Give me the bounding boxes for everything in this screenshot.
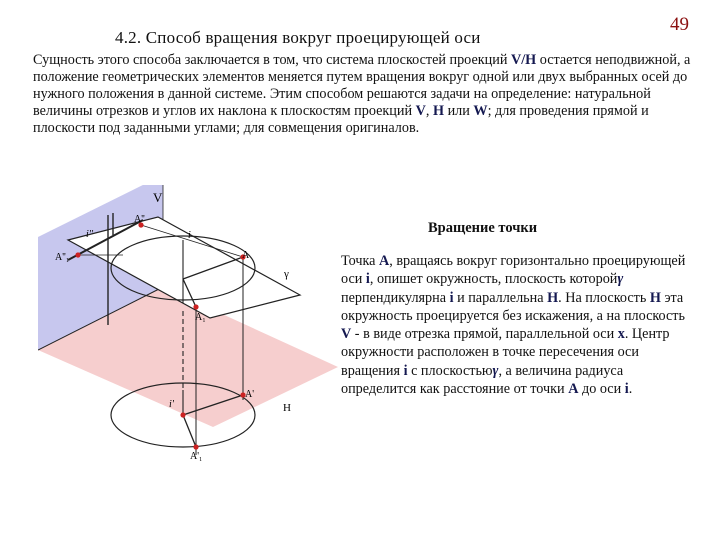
intro-bold: V/H xyxy=(510,52,537,68)
side-paragraph xyxy=(341,252,686,398)
intro-bold: H xyxy=(432,103,445,119)
intro-bold: W xyxy=(473,103,488,119)
side-text: перпендикулярна xyxy=(341,289,450,306)
point-a12 xyxy=(75,252,80,257)
slide-title: 4.2. Способ вращения вокруг проецирующей оси xyxy=(115,28,481,47)
side-text: - в виде отрезка прямой, параллельной оси xyxy=(351,326,618,343)
label-v: V xyxy=(153,190,163,205)
rotation-diagram xyxy=(38,185,338,530)
point-a1-prime xyxy=(193,444,198,449)
side-bold: x xyxy=(617,326,625,343)
gamma-symbol: γ xyxy=(617,271,624,288)
side-bold: A xyxy=(568,381,579,398)
intro-text: Сущность этого способа заключается в том, что система плоскостей проекций xyxy=(33,52,511,68)
side-bold: V xyxy=(341,326,352,343)
label-a-prime: A' xyxy=(245,389,255,400)
side-text: . Центр окружности расположен в точке пересечения оси вращения xyxy=(341,326,670,379)
side-text: Точка xyxy=(341,253,379,269)
radius-proj-a1 xyxy=(183,415,196,447)
side-text: , а величина радиуса определится как расстояние от точки xyxy=(341,362,624,398)
intro-bold: V xyxy=(415,103,426,119)
side-text: , опишет окружность, плоскость которой xyxy=(369,271,618,288)
side-bold: i xyxy=(624,381,629,398)
side-bold: A xyxy=(378,253,390,269)
page-number: 49 xyxy=(670,14,689,35)
side-title: Вращение точки xyxy=(428,220,538,236)
label-gamma: γ xyxy=(284,268,289,280)
gamma-symbol: γ xyxy=(492,362,499,379)
side-text: . xyxy=(628,381,633,398)
label-h: H xyxy=(283,402,291,414)
intro-text: остается неподвижной, а положение геометрических элементов меняется путем вращения вокруг одной или двух выбранных осей до нужного положения в данной системе. Этим способом решаются задачи на определение: натуральной величины отрезков и углов их наклона к плоскостям проекций xyxy=(33,52,691,119)
side-bold: i xyxy=(403,362,408,379)
intro-paragraph xyxy=(33,52,693,137)
label-a1: A₁ xyxy=(195,312,206,323)
side-text: эта окружность проецируется без искажения, а на плоскость xyxy=(341,289,685,324)
label-i2: i'' xyxy=(86,229,94,240)
side-bold: H xyxy=(547,289,559,306)
label-a12: A''₁ xyxy=(55,252,70,263)
side-text: и параллельна xyxy=(453,289,548,306)
side-bold: i xyxy=(449,289,454,306)
intro-text: ; для проведения прямой и плоскости под заданными углами; для совмещения оригиналов. xyxy=(33,103,649,136)
point-i-prime xyxy=(180,412,185,417)
label-a2: A'' xyxy=(134,214,145,225)
point-a1 xyxy=(193,304,198,309)
side-text: . На плоскость xyxy=(558,289,650,306)
intro-text: или xyxy=(444,103,474,119)
side-bold: i xyxy=(365,271,370,288)
label-a: A xyxy=(242,250,250,261)
label-a1-prime: A'₁ xyxy=(190,451,203,462)
side-text: до оси xyxy=(578,381,625,398)
label-i-prime: i' xyxy=(169,399,174,410)
label-i: i xyxy=(188,230,191,241)
intro-text: , xyxy=(425,103,433,119)
side-bold: H xyxy=(649,289,661,306)
side-text: , вращаясь вокруг горизонтально проецирующей оси xyxy=(341,253,686,288)
side-text: с плоскостью xyxy=(407,362,493,379)
